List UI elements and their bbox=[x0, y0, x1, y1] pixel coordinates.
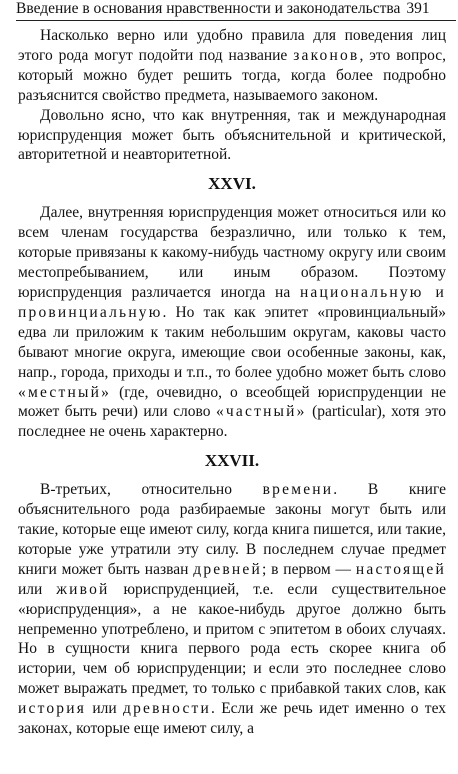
paragraph-3: Далее, внутренняя юриспруденция может относиться или ко всем членам государства безразлично, или только к тем, которые привязаны к какому-нибудь частному округу или своим местопребыванием, или иным образом. Поэтому юриспруденция различается иногда на национальную и провинциальную. Но так как эпитет «провинциальный» едва ли приложим к таким небольшим округам, каковы часто бывают многие округа, имеющие свои особенные законы, как, напр., города, приходы и т.п., то более удобно может быть слово «местный» (где, очевидно, о всеобщей юриспруденции не может быть речи) или слово «частный» (particular), хотя это последнее не очень характерно. bbox=[18, 204, 446, 441]
spaced-emphasis: история bbox=[18, 700, 87, 718]
header-title: Введение в основания нравственности и законодательства bbox=[16, 0, 401, 17]
running-header bbox=[16, 0, 456, 21]
spaced-emphasis: живой bbox=[56, 580, 110, 598]
section-heading-xxvii: XXVII. bbox=[204, 451, 260, 471]
spaced-emphasis: древней bbox=[193, 560, 262, 578]
spaced-emphasis: древности bbox=[123, 700, 212, 718]
section-heading-xxvi: XXVI. bbox=[208, 174, 256, 194]
spaced-emphasis: настоящей bbox=[355, 560, 446, 578]
paragraph-4: В-третьих, относительно времени. В книге объяснительного рода разбираемые законы могут быть или такие, которые еще имеют силу, когда книга пишется, или такие, которые уже утратили эту силу. В последнем случае предмет книги может быть назван древней; в первом — настоящей или живой юриспруденцией, т.е. если существительное «юриспруденция», а не какое-нибудь другое должно быть непременно употреблено, и притом с эпитетом в обоих случаях. Но в сущности книга первого рода есть скорее книга об истории, чем об юриспруденции; и если это последнее слово может выражать предмет, то только с прибавкой таких слов, как история или древности. Если же речь идет именно о тех законах, которые еще имеют силу, а bbox=[18, 481, 446, 738]
paragraph-1: Насколько верно или удобно правила для поведения лиц этого рода могут подойти под название законов, это вопрос, который можно будет решить тогда, когда более подробно разъяснится свойство предмета, называемого законом. bbox=[18, 27, 446, 104]
spaced-emphasis: «частный» bbox=[215, 403, 307, 421]
page-body bbox=[18, 26, 446, 739]
page-number: 391 bbox=[406, 0, 430, 17]
spaced-emphasis: «местный» bbox=[18, 383, 112, 401]
spaced-emphasis: времени bbox=[262, 481, 334, 499]
paragraph-2: Довольно ясно, что как внутренняя, так и международная юриспруденция может быть объяснительной и критической, авторитетной и неавторитетной. bbox=[18, 106, 446, 164]
spaced-emphasis: законов bbox=[293, 46, 360, 64]
spaced-emphasis: национальную и провинциальную bbox=[18, 283, 446, 321]
